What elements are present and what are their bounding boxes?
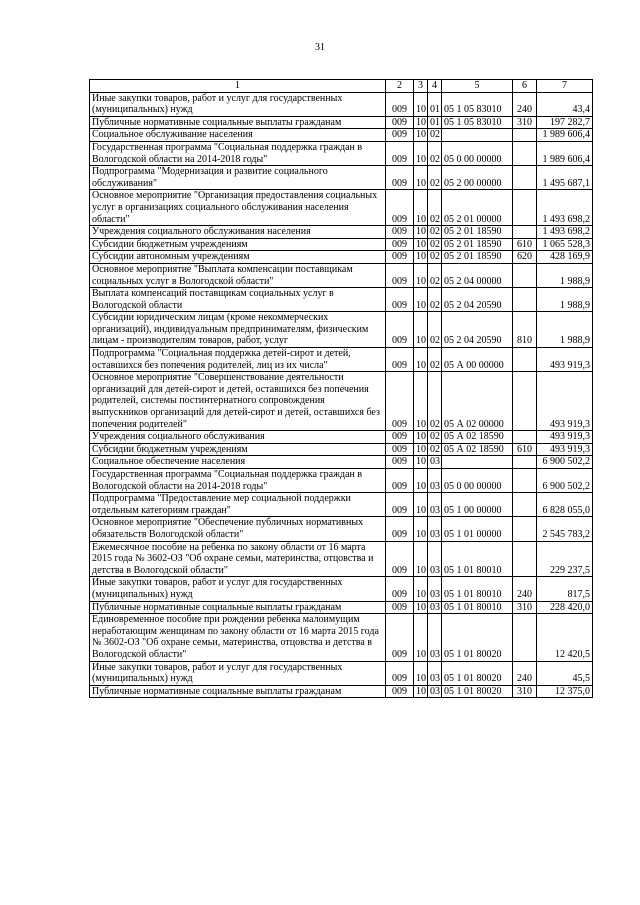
grbs-code-cell: 009 xyxy=(386,661,414,685)
target-article-cell: 05 А 02 18590 xyxy=(442,443,513,456)
target-article-cell: 05 1 01 00000 xyxy=(442,517,513,541)
grbs-code-cell: 009 xyxy=(386,348,414,372)
section-code-cell: 10 xyxy=(414,238,428,251)
target-article-cell: 05 2 04 20590 xyxy=(442,312,513,348)
grbs-code-cell: 009 xyxy=(386,226,414,239)
subsection-code-cell: 02 xyxy=(428,348,442,372)
amount-cell: 428 169,9 xyxy=(537,251,593,264)
section-code-cell: 10 xyxy=(414,443,428,456)
row-name-cell: Единовременное пособие при рождении ребенка малоимущим неработающим женщинам по закону области от 16 марта 2015 года № 3602-ОЗ "Об охране семьи, материнства, отцовства и детства в Вологодской области" xyxy=(90,614,386,661)
section-code-cell: 10 xyxy=(414,469,428,493)
section-code-cell: 10 xyxy=(414,312,428,348)
amount-cell: 1 988,9 xyxy=(537,288,593,312)
row-name-cell: Социальное обеспечение населения xyxy=(90,456,386,469)
grbs-code-cell: 009 xyxy=(386,129,414,142)
row-name-cell: Подпрограмма "Модернизация и развитие социального обслуживания" xyxy=(90,166,386,190)
grbs-code-cell: 009 xyxy=(386,263,414,287)
target-article-cell: 05 А 00 00000 xyxy=(442,348,513,372)
table-row xyxy=(90,238,593,251)
row-name-cell: Ежемесячное пособие на ребенка по закону области от 16 марта 2015 года № 3602-ОЗ "Об охране семьи, материнства, отцовства и детства в Вологодской области" xyxy=(90,541,386,577)
grbs-code-cell: 009 xyxy=(386,431,414,444)
row-name-cell: Публичные нормативные социальные выплаты гражданам xyxy=(90,601,386,614)
column-header: 3 xyxy=(414,80,428,93)
table-row xyxy=(90,517,593,541)
table-row xyxy=(90,288,593,312)
amount-cell: 229 237,5 xyxy=(537,541,593,577)
expense-type-cell xyxy=(513,263,537,287)
table-row xyxy=(90,190,593,226)
section-code-cell: 10 xyxy=(414,92,428,116)
subsection-code-cell: 03 xyxy=(428,456,442,469)
column-header: 7 xyxy=(537,80,593,93)
column-header: 6 xyxy=(513,80,537,93)
subsection-code-cell: 03 xyxy=(428,661,442,685)
target-article-cell xyxy=(442,456,513,469)
grbs-code-cell: 009 xyxy=(386,238,414,251)
grbs-code-cell: 009 xyxy=(386,614,414,661)
expense-type-cell: 310 xyxy=(513,116,537,129)
target-article-cell: 05 0 00 00000 xyxy=(442,141,513,165)
section-code-cell: 10 xyxy=(414,288,428,312)
column-header: 5 xyxy=(442,80,513,93)
amount-cell: 6 900 502,2 xyxy=(537,469,593,493)
amount-cell: 493 919,3 xyxy=(537,372,593,431)
subsection-code-cell: 02 xyxy=(428,372,442,431)
grbs-code-cell: 009 xyxy=(386,443,414,456)
table-row xyxy=(90,141,593,165)
expense-type-cell xyxy=(513,456,537,469)
column-header: 4 xyxy=(428,80,442,93)
section-code-cell: 10 xyxy=(414,614,428,661)
row-name-cell: Основное мероприятие "Организация предоставления социальных услуг в организациях социального обслуживания населения области" xyxy=(90,190,386,226)
expense-type-cell: 610 xyxy=(513,443,537,456)
grbs-code-cell: 009 xyxy=(386,312,414,348)
expense-type-cell xyxy=(513,141,537,165)
amount-cell: 1 989 606,4 xyxy=(537,129,593,142)
grbs-code-cell: 009 xyxy=(386,601,414,614)
row-name-cell: Иные закупки товаров, работ и услуг для государственных (муниципальных) нужд xyxy=(90,661,386,685)
subsection-code-cell: 01 xyxy=(428,92,442,116)
table-row xyxy=(90,372,593,431)
grbs-code-cell: 009 xyxy=(386,493,414,517)
page-number: 31 xyxy=(315,42,325,53)
section-code-cell: 10 xyxy=(414,685,428,698)
row-name-cell: Социальное обслуживание населения xyxy=(90,129,386,142)
grbs-code-cell: 009 xyxy=(386,456,414,469)
target-article-cell: 05 1 01 80020 xyxy=(442,614,513,661)
subsection-code-cell: 03 xyxy=(428,469,442,493)
section-code-cell: 10 xyxy=(414,372,428,431)
amount-cell: 1 988,9 xyxy=(537,263,593,287)
expense-type-cell: 810 xyxy=(513,312,537,348)
section-code-cell: 10 xyxy=(414,190,428,226)
target-article-cell: 05 2 01 18590 xyxy=(442,226,513,239)
section-code-cell: 10 xyxy=(414,226,428,239)
section-code-cell: 10 xyxy=(414,141,428,165)
table-row xyxy=(90,116,593,129)
row-name-cell: Выплата компенсаций поставщикам социальных услуг в Вологодской области xyxy=(90,288,386,312)
subsection-code-cell: 03 xyxy=(428,541,442,577)
table-row xyxy=(90,92,593,116)
expense-type-cell xyxy=(513,469,537,493)
table-row xyxy=(90,348,593,372)
section-code-cell: 10 xyxy=(414,263,428,287)
subsection-code-cell: 02 xyxy=(428,166,442,190)
subsection-code-cell: 03 xyxy=(428,601,442,614)
row-name-cell: Основное мероприятие "Обеспечение публичных нормативных обязательств Вологодской области" xyxy=(90,517,386,541)
section-code-cell: 10 xyxy=(414,431,428,444)
expense-type-cell: 240 xyxy=(513,661,537,685)
subsection-code-cell: 03 xyxy=(428,517,442,541)
expense-type-cell: 610 xyxy=(513,238,537,251)
grbs-code-cell: 009 xyxy=(386,251,414,264)
amount-cell: 12 420,5 xyxy=(537,614,593,661)
subsection-code-cell: 02 xyxy=(428,141,442,165)
grbs-code-cell: 009 xyxy=(386,116,414,129)
row-name-cell: Основное мероприятие "Совершенствование деятельности организаций для детей-сирот и детей, оставшихся без попечения родителей, системы постинтернатного сопровождения выпускников организаций для детей-сирот и детей, оставшихся без попечения родителей" xyxy=(90,372,386,431)
header-row xyxy=(90,80,593,93)
row-name-cell: Основное мероприятие "Выплата компенсации поставщикам социальных услуг в Вологодской области" xyxy=(90,263,386,287)
target-article-cell: 05 1 05 83010 xyxy=(442,92,513,116)
subsection-code-cell: 02 xyxy=(428,129,442,142)
target-article-cell: 05 1 01 80020 xyxy=(442,661,513,685)
amount-cell: 2 545 783,2 xyxy=(537,517,593,541)
grbs-code-cell: 009 xyxy=(386,469,414,493)
table-row xyxy=(90,601,593,614)
table-row xyxy=(90,456,593,469)
table-row xyxy=(90,431,593,444)
table-header xyxy=(90,80,593,93)
table-body xyxy=(90,92,593,698)
expense-type-cell xyxy=(513,372,537,431)
subsection-code-cell: 02 xyxy=(428,226,442,239)
table-row xyxy=(90,661,593,685)
table-row xyxy=(90,443,593,456)
table-row xyxy=(90,493,593,517)
section-code-cell: 10 xyxy=(414,577,428,601)
section-code-cell: 10 xyxy=(414,456,428,469)
target-article-cell: 05 1 01 80010 xyxy=(442,601,513,614)
amount-cell: 1 493 698,2 xyxy=(537,226,593,239)
subsection-code-cell: 02 xyxy=(428,431,442,444)
section-code-cell: 10 xyxy=(414,601,428,614)
subsection-code-cell: 03 xyxy=(428,685,442,698)
amount-cell: 1 495 687,1 xyxy=(537,166,593,190)
grbs-code-cell: 009 xyxy=(386,141,414,165)
row-name-cell: Публичные нормативные социальные выплаты гражданам xyxy=(90,116,386,129)
target-article-cell xyxy=(442,129,513,142)
table-row xyxy=(90,614,593,661)
table-row xyxy=(90,469,593,493)
target-article-cell: 05 1 01 80010 xyxy=(442,577,513,601)
section-code-cell: 10 xyxy=(414,517,428,541)
amount-cell: 1 989 606,4 xyxy=(537,141,593,165)
expense-type-cell xyxy=(513,190,537,226)
subsection-code-cell: 02 xyxy=(428,263,442,287)
expense-type-cell xyxy=(513,541,537,577)
expense-type-cell xyxy=(513,431,537,444)
expense-type-cell: 240 xyxy=(513,577,537,601)
amount-cell: 197 282,7 xyxy=(537,116,593,129)
section-code-cell: 10 xyxy=(414,251,428,264)
expense-type-cell xyxy=(513,614,537,661)
target-article-cell: 05 А 02 00000 xyxy=(442,372,513,431)
expense-type-cell: 620 xyxy=(513,251,537,264)
amount-cell: 45,5 xyxy=(537,661,593,685)
table-row xyxy=(90,226,593,239)
expense-type-cell xyxy=(513,129,537,142)
section-code-cell: 10 xyxy=(414,661,428,685)
amount-cell: 493 919,3 xyxy=(537,348,593,372)
expense-type-cell xyxy=(513,517,537,541)
target-article-cell: 05 2 00 00000 xyxy=(442,166,513,190)
row-name-cell: Публичные нормативные социальные выплаты гражданам xyxy=(90,685,386,698)
subsection-code-cell: 03 xyxy=(428,493,442,517)
amount-cell: 43,4 xyxy=(537,92,593,116)
subsection-code-cell: 02 xyxy=(428,251,442,264)
table-row xyxy=(90,577,593,601)
expense-type-cell xyxy=(513,348,537,372)
target-article-cell: 05 1 00 00000 xyxy=(442,493,513,517)
budget-table xyxy=(89,79,593,698)
row-name-cell: Подпрограмма "Предоставление мер социальной поддержки отдельным категориям граждан" xyxy=(90,493,386,517)
target-article-cell: 05 2 04 20590 xyxy=(442,288,513,312)
grbs-code-cell: 009 xyxy=(386,541,414,577)
expense-type-cell xyxy=(513,226,537,239)
table-row xyxy=(90,312,593,348)
expense-type-cell: 310 xyxy=(513,685,537,698)
column-header: 1 xyxy=(90,80,386,93)
table-row xyxy=(90,166,593,190)
subsection-code-cell: 02 xyxy=(428,288,442,312)
row-name-cell: Субсидии бюджетным учреждениям xyxy=(90,238,386,251)
target-article-cell: 05 0 00 00000 xyxy=(442,469,513,493)
subsection-code-cell: 01 xyxy=(428,116,442,129)
section-code-cell: 10 xyxy=(414,129,428,142)
expense-type-cell xyxy=(513,493,537,517)
amount-cell: 6 900 502,2 xyxy=(537,456,593,469)
table-row xyxy=(90,541,593,577)
target-article-cell: 05 1 05 83010 xyxy=(442,116,513,129)
table-row xyxy=(90,251,593,264)
grbs-code-cell: 009 xyxy=(386,288,414,312)
table-row xyxy=(90,129,593,142)
expense-type-cell xyxy=(513,288,537,312)
target-article-cell: 05 1 01 80010 xyxy=(442,541,513,577)
amount-cell: 493 919,3 xyxy=(537,443,593,456)
subsection-code-cell: 03 xyxy=(428,577,442,601)
row-name-cell: Подпрограмма "Социальная поддержка детей-сирот и детей, оставшихся без попечения родителей, лиц из их числа" xyxy=(90,348,386,372)
target-article-cell: 05 А 02 18590 xyxy=(442,431,513,444)
amount-cell: 6 828 055,0 xyxy=(537,493,593,517)
amount-cell: 1 493 698,2 xyxy=(537,190,593,226)
section-code-cell: 10 xyxy=(414,541,428,577)
grbs-code-cell: 009 xyxy=(386,577,414,601)
grbs-code-cell: 009 xyxy=(386,517,414,541)
target-article-cell: 05 2 01 18590 xyxy=(442,238,513,251)
row-name-cell: Учреждения социального обслуживания населения xyxy=(90,226,386,239)
amount-cell: 1 065 528,3 xyxy=(537,238,593,251)
section-code-cell: 10 xyxy=(414,493,428,517)
expense-type-cell: 240 xyxy=(513,92,537,116)
grbs-code-cell: 009 xyxy=(386,92,414,116)
target-article-cell: 05 2 04 00000 xyxy=(442,263,513,287)
amount-cell: 228 420,0 xyxy=(537,601,593,614)
row-name-cell: Иные закупки товаров, работ и услуг для государственных (муниципальных) нужд xyxy=(90,577,386,601)
grbs-code-cell: 009 xyxy=(386,166,414,190)
target-article-cell: 05 1 01 80020 xyxy=(442,685,513,698)
row-name-cell: Субсидии бюджетным учреждениям xyxy=(90,443,386,456)
target-article-cell: 05 2 01 00000 xyxy=(442,190,513,226)
column-header: 2 xyxy=(386,80,414,93)
grbs-code-cell: 009 xyxy=(386,372,414,431)
row-name-cell: Иные закупки товаров, работ и услуг для государственных (муниципальных) нужд xyxy=(90,92,386,116)
target-article-cell: 05 2 01 18590 xyxy=(442,251,513,264)
row-name-cell: Субсидии автономным учреждениям xyxy=(90,251,386,264)
subsection-code-cell: 02 xyxy=(428,238,442,251)
grbs-code-cell: 009 xyxy=(386,190,414,226)
table-row xyxy=(90,263,593,287)
section-code-cell: 10 xyxy=(414,348,428,372)
grbs-code-cell: 009 xyxy=(386,685,414,698)
table-row xyxy=(90,685,593,698)
subsection-code-cell: 02 xyxy=(428,443,442,456)
row-name-cell: Государственная программа "Социальная поддержка граждан в Вологодской области на 2014-2018 годы" xyxy=(90,141,386,165)
section-code-cell: 10 xyxy=(414,116,428,129)
amount-cell: 817,5 xyxy=(537,577,593,601)
expense-type-cell xyxy=(513,166,537,190)
amount-cell: 493 919,3 xyxy=(537,431,593,444)
row-name-cell: Субсидии юридическим лицам (кроме некоммерческих организаций), индивидуальным предпринимателям, физическим лицам - производителям товаров, работ, услуг xyxy=(90,312,386,348)
expense-type-cell: 310 xyxy=(513,601,537,614)
amount-cell: 12 375,0 xyxy=(537,685,593,698)
subsection-code-cell: 02 xyxy=(428,190,442,226)
row-name-cell: Учреждения социального обслуживания xyxy=(90,431,386,444)
row-name-cell: Государственная программа "Социальная поддержка граждан в Вологодской области на 2014-2018 годы" xyxy=(90,469,386,493)
amount-cell: 1 988,9 xyxy=(537,312,593,348)
subsection-code-cell: 03 xyxy=(428,614,442,661)
section-code-cell: 10 xyxy=(414,166,428,190)
subsection-code-cell: 02 xyxy=(428,312,442,348)
